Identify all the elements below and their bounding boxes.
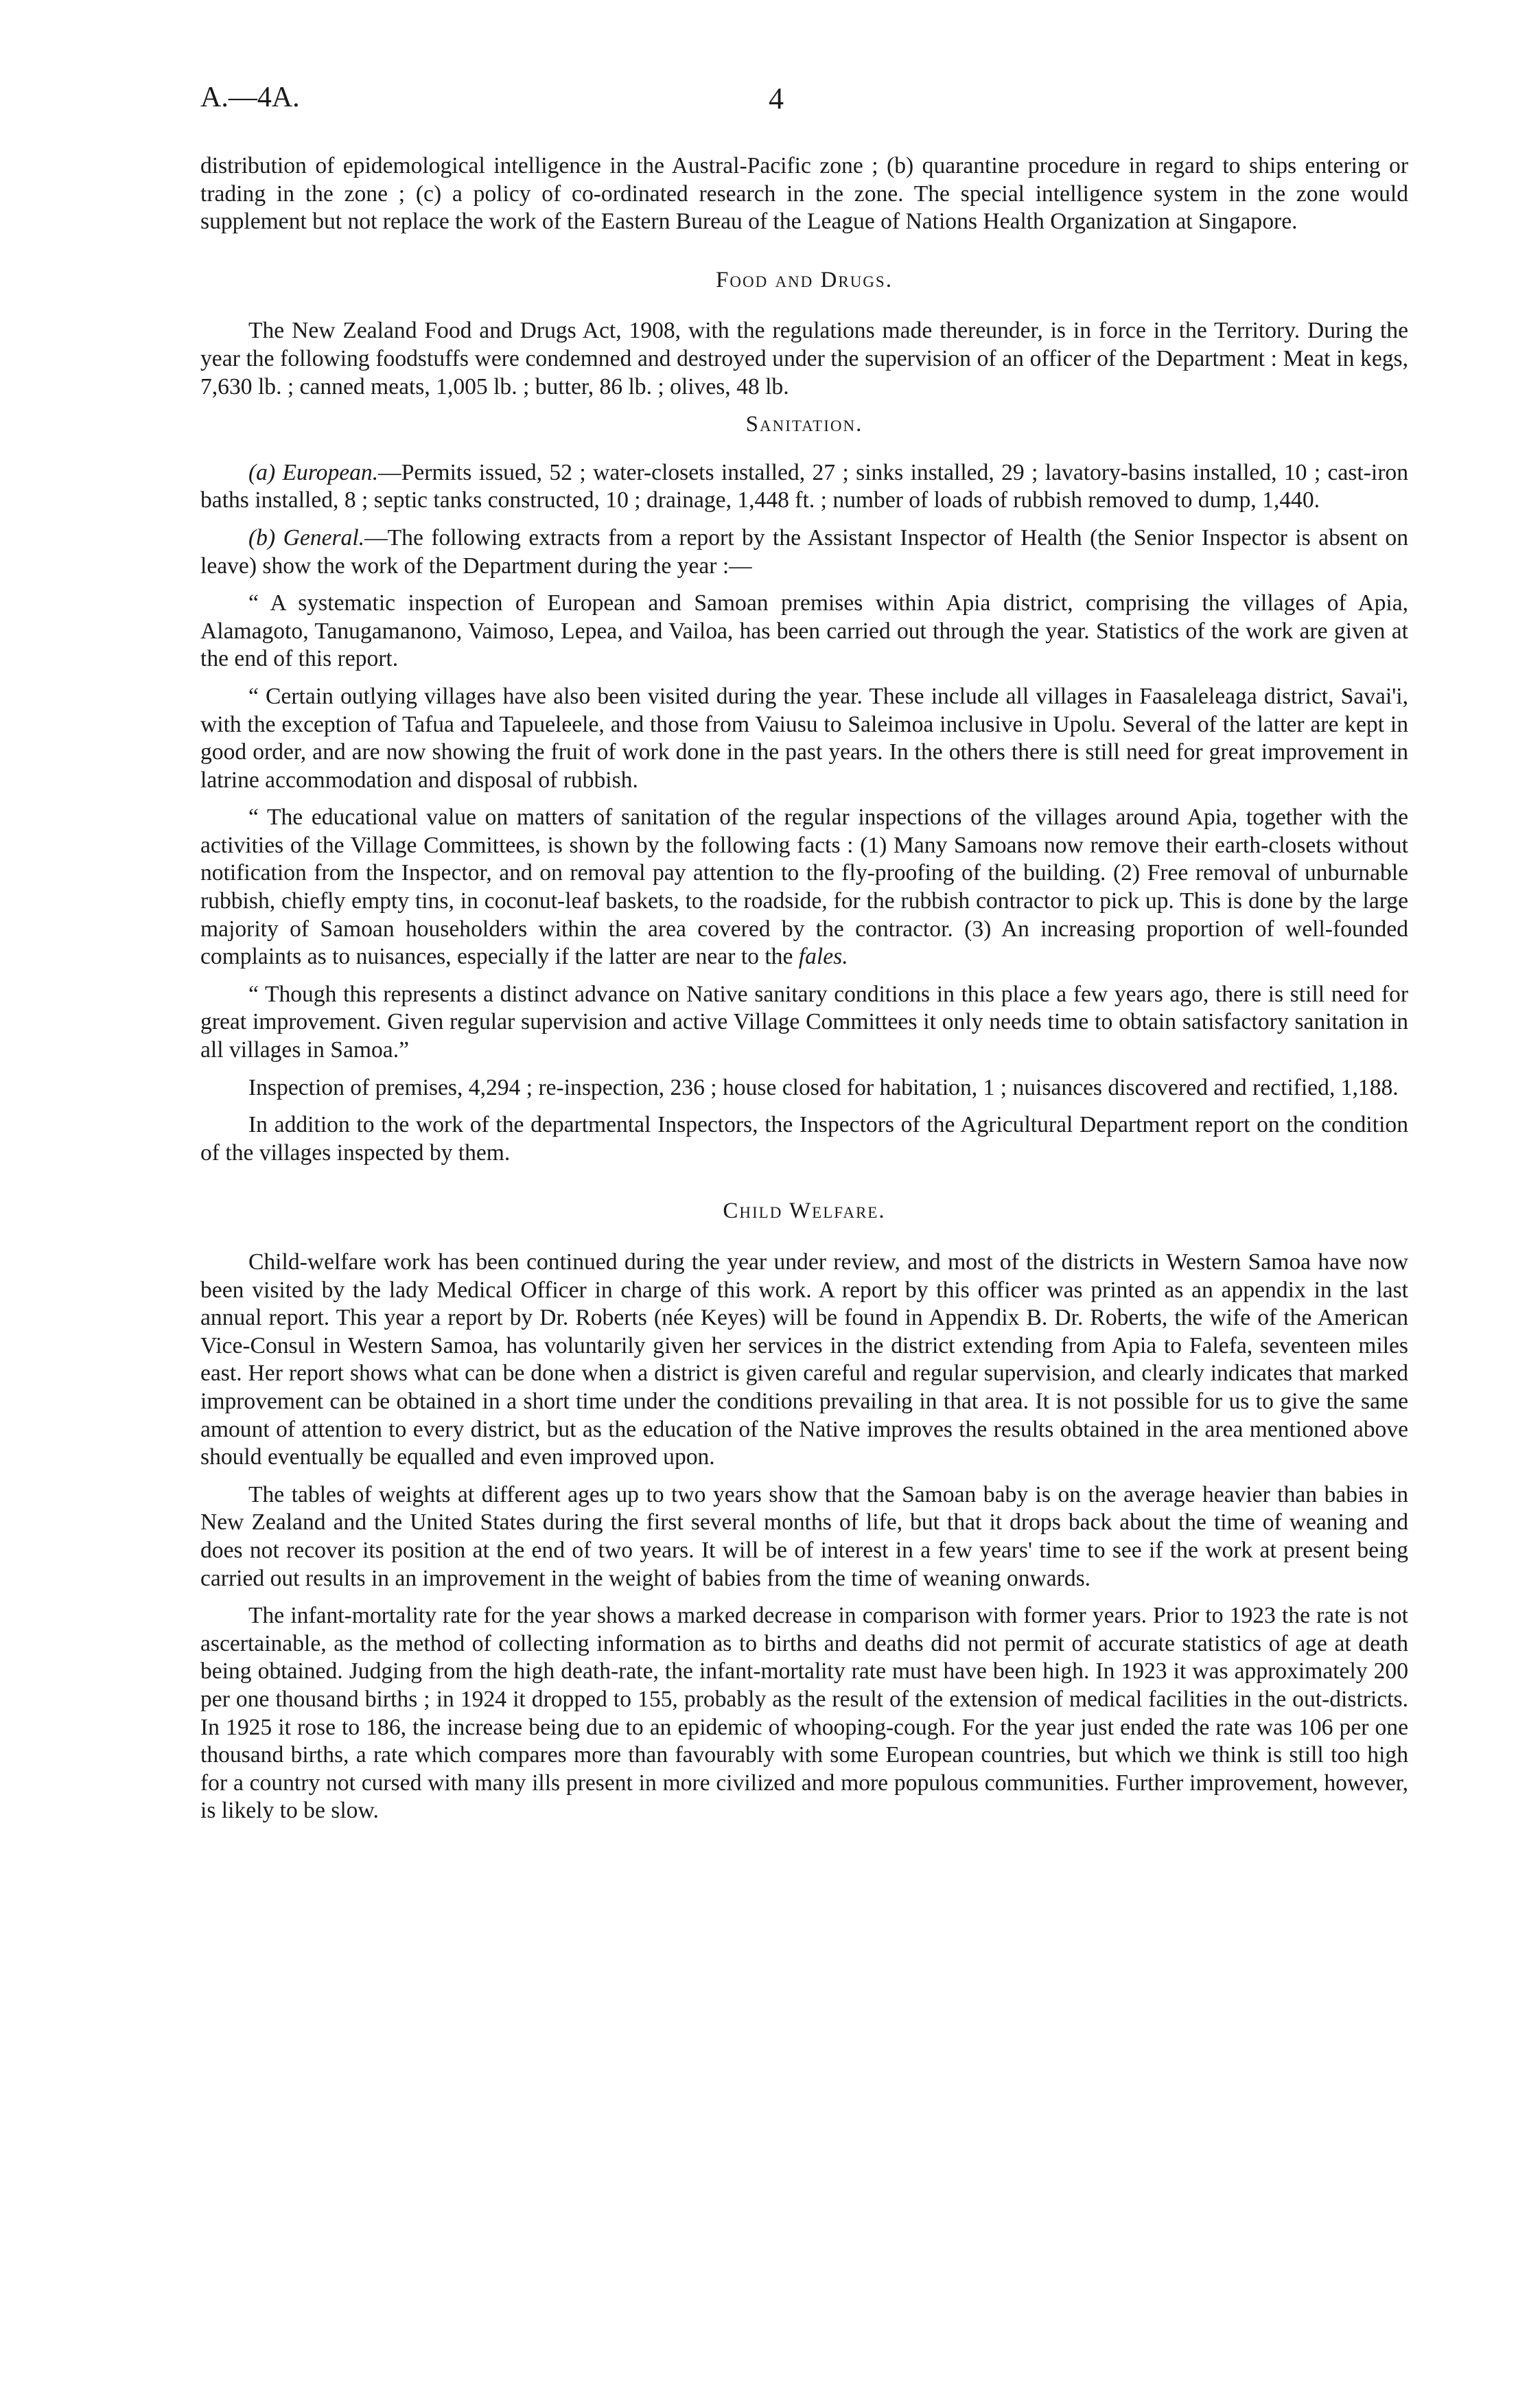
intro-paragraph: distribution of epidemological intelligence in the Austral-Pacific zone ; (b) quarantine procedure in regard to ships entering or trading in the zone ; (c) a policy of co-ordinated research in the zone. The special intelligence system in the zone would supplement but not replace the work of the Eastern Bureau of the League of Nations Health Organization at Singapore. [200,153,1408,235]
food-and-drugs-heading: Food and Drugs. [716,267,893,292]
document-body [200,152,1408,1835]
quote-paragraph-1: “ A systematic inspection of European and Samoan premises within Apia district, comprising the villages of Apia, Alamagoto, Tanugamanono, Vaimoso, Lepea, and Vailoa, has been carried out through the year. Statistics of the work are given at the end of this report. [200,590,1408,672]
general-text: —The following extracts from a report by the Assistant Inspector of Health (the Senior Inspector is absent on leave) show the work of the Department during the year :— [200,524,1408,579]
european-label: (a) European. [248,459,379,485]
sanitation-heading: Sanitation. [745,412,863,437]
quote-paragraph-2: “ Certain outlying villages have also been visited during the year. These include all villages in Faasaleleaga district, Savai'i, with the exception of Tafua and Tapueleele, and those from Vaiusu to Saleimoa inclusive in Upolu. Several of the latter are kept in good order, and are now showing the fruit of work done in the past years. In the others there is still need for great improvement in latrine accommodation and disposal of rubbish. [200,683,1408,793]
agricultural-inspectors-paragraph: In addition to the work of the departmental Inspectors, the Inspectors of the Agricultural Department report on the condition of the villages inspected by them. [200,1112,1408,1166]
page-number: 4 [769,82,784,115]
document-reference: A.—4A. [200,82,300,113]
european-text: —Permits issued, 52 ; water-closets installed, 27 ; sinks installed, 29 ; lavatory-basins installed, 10 ; cast-iron baths installed, 8 ; septic tanks constructed, 10 ; drainage, 1,448 ft. ; number of loads of rubbish removed to dump, 1,440. [200,459,1409,513]
child-welfare-heading: Child Welfare. [723,1199,886,1224]
inspection-stats-paragraph: Inspection of premises, 4,294 ; re-inspection, 236 ; house closed for habitation, 1 ; nuisances discovered and rectified, 1,188. [248,1074,1399,1100]
child-welfare-paragraph-3: The infant-mortality rate for the year shows a marked decrease in comparison with former years. Prior to 1923 the rate is not ascertainable, as the method of collecting information as to births and deaths did not permit of accurate statistics of age at death being obtained. Judging from the high death-rate, the infant-mortality rate must have been high. In 1923 it was approximately 200 per one thousand births ; in 1924 it dropped to 155, probably as the result of the extension of medical facilities in the out-districts. In 1925 it rose to 186, the increase being due to an epidemic of whooping-cough. For the year just ended the rate was 106 per one thousand births, a rate which compares more than favourably with some European countries, but which we think is still too high for a country not cursed with many ills present in more civilized and more populous communities. Further improvement, however, is likely to be slow. [200,1603,1408,1824]
child-welfare-paragraph-2: The tables of weights at different ages up to two years show that the Samoan baby is on the average heavier than babies in New Zealand and the United States during the first several months of life, but that it drops back about the time of weaning and does not recover its position at the end of two years. It will be of interest in a few years' time to see if the work at present being carried out results in an improvement in the weight of babies from the time of weaning onwards. [200,1481,1408,1591]
sanitation-general-paragraph [200,524,1408,580]
general-label: (b) General. [248,524,365,551]
food-paragraph: The New Zealand Food and Drugs Act, 1908, with the regulations made thereunder, is in force in the Territory. During the year the following foodstuffs were condemned and destroyed under the supervision of an officer of the Department : Meat in kegs, 7,630 lb. ; canned meats, 1,005 lb. ; butter, 86 lb. ; olives, 48 lb. [200,318,1408,400]
quote-paragraph-3 [200,804,1408,971]
quote-paragraph-4: “ Though this represents a distinct advance on Native sanitary conditions in this place a few years ago, there is still need for great improvement. Given regular supervision and active Village Committees it only needs time to obtain satisfactory sanitation in all villages in Samoa.” [200,981,1408,1063]
child-welfare-paragraph-1: Child-welfare work has been continued during the year under review, and most of the districts in Western Samoa have now been visited by the lady Medical Officer in charge of this work. A report by this officer was printed as an appendix in the last annual report. This year a report by Dr. Roberts (née Keyes) will be found in Appendix B. Dr. Roberts, the wife of the American Vice-Consul in Western Samoa, has voluntarily given her services in the district extending from Apia to Falefa, seventeen miles east. Her report shows what can be done when a district is given careful and regular supervision, and clearly indicates that marked improvement can be obtained in a short time under the conditions prevailing in that area. It is not possible for us to give the same amount of attention to every district, but as the education of the Native improves the results obtained in the area mentioned above should eventually be equalled and even improved upon. [200,1249,1408,1470]
quote-3-text: “ The educational value on matters of sanitation of the regular inspections of the villages around Apia, together with the activities of the Village Committees, is shown by the following facts : (1) Many Samoans now remove their earth-closets without notification from the Inspector, and on removal pay attention to the fly-proofing of the building. (2) Free removal of unburnable rubbish, chiefly empty tins, in coconut-leaf baskets, to the roadside, for the rubbish contractor to pick up. This is done by the large majority of Samoan householders within the area covered by the contractor. (3) An increasing proportion of well-founded complaints as to nuisances, especially if the latter are near to the [200,804,1408,970]
sanitation-european-paragraph [200,459,1408,515]
fales-word: fales. [798,944,848,970]
page-header [200,81,1408,122]
